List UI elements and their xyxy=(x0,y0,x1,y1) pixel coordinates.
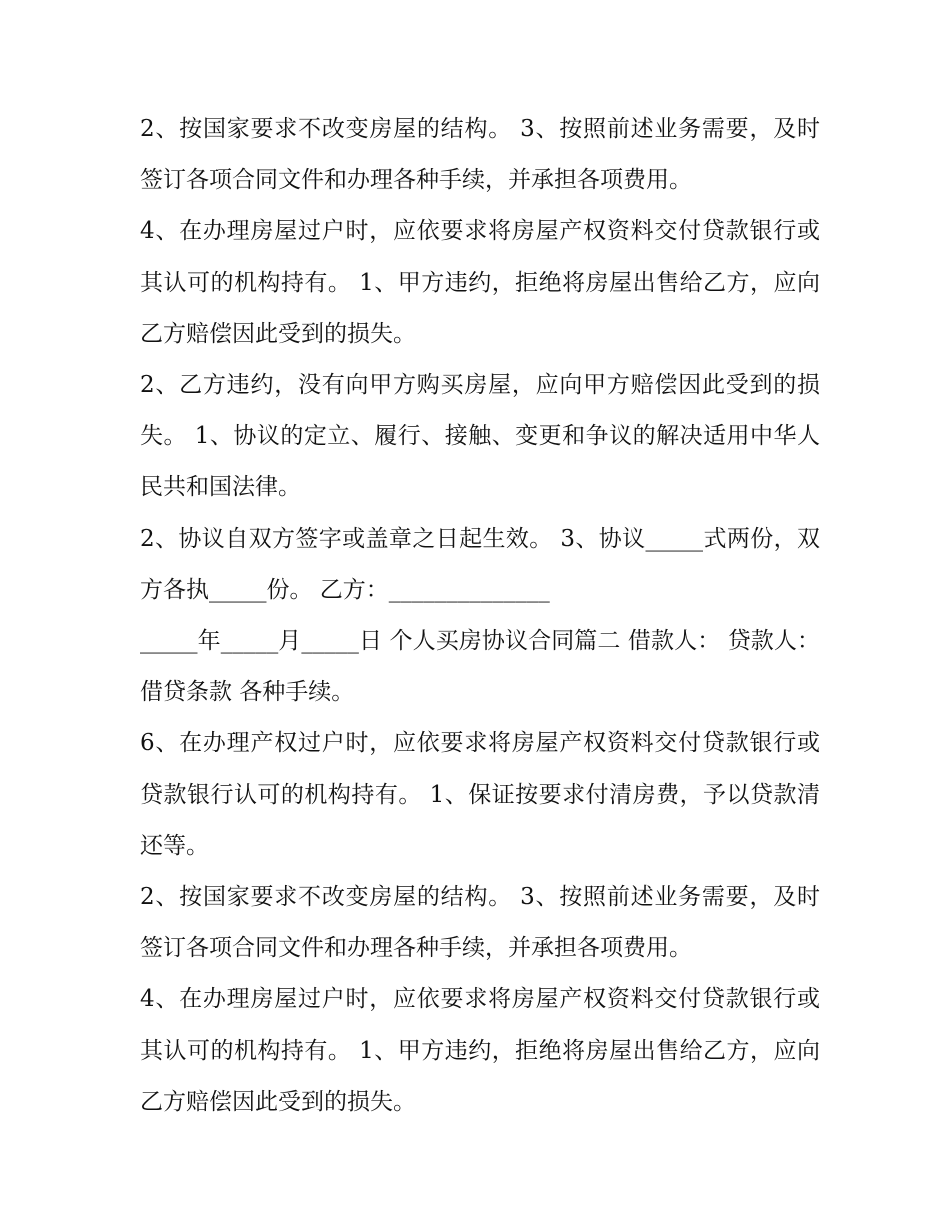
paragraph-structure-and-fees-repeat: 2、按国家要求不改变房屋的结构。 3、按照前述业务需要，及时签订各项合同文件和办理各种手续，并承担各项费用。 xyxy=(140,884,820,962)
document-page xyxy=(140,104,820,1128)
paragraph-structure-and-fees: 2、按国家要求不改变房屋的结构。 3、按照前述业务需要，及时签订各项合同文件和办理各种手续，并承担各项费用。 xyxy=(140,116,820,194)
paragraph-buyer-breach-and-law: 2、乙方违约，没有向甲方购买房屋，应向甲方赔偿因此受到的损失。 1、协议的定立、履行、接触、变更和争议的解决适用中华人民共和国法律。 xyxy=(140,372,820,501)
paragraph-transfer-and-seller-breach-repeat: 4、在办理房屋过户时，应依要求将房屋产权资料交付贷款银行或其认可的机构持有。 1、甲方违约，拒绝将房屋出售给乙方，应向乙方赔偿因此受到的损失。 xyxy=(140,986,820,1115)
paragraph-effective-and-copies: 2、协议自双方签字或盖章之日起生效。 3、协议_____式两份，双方各执_____份。 乙方：______________ xyxy=(140,525,820,603)
paragraph-date-and-section-two: _____年_____月_____日 个人买房协议合同篇二 借款人： 贷款人： 借贷条款 各种手续。 xyxy=(140,628,820,706)
paragraph-transfer-and-seller-breach: 4、在办理房屋过户时，应依要求将房屋产权资料交付贷款银行或其认可的机构持有。 1、甲方违约，拒绝将房屋出售给乙方，应向乙方赔偿因此受到的损失。 xyxy=(140,218,820,347)
paragraph-title-transfer-and-repayment: 6、在办理产权过户时，应依要求将房屋产权资料交付贷款银行或贷款银行认可的机构持有。 1、保证按要求付清房费，予以贷款清还等。 xyxy=(140,730,820,859)
